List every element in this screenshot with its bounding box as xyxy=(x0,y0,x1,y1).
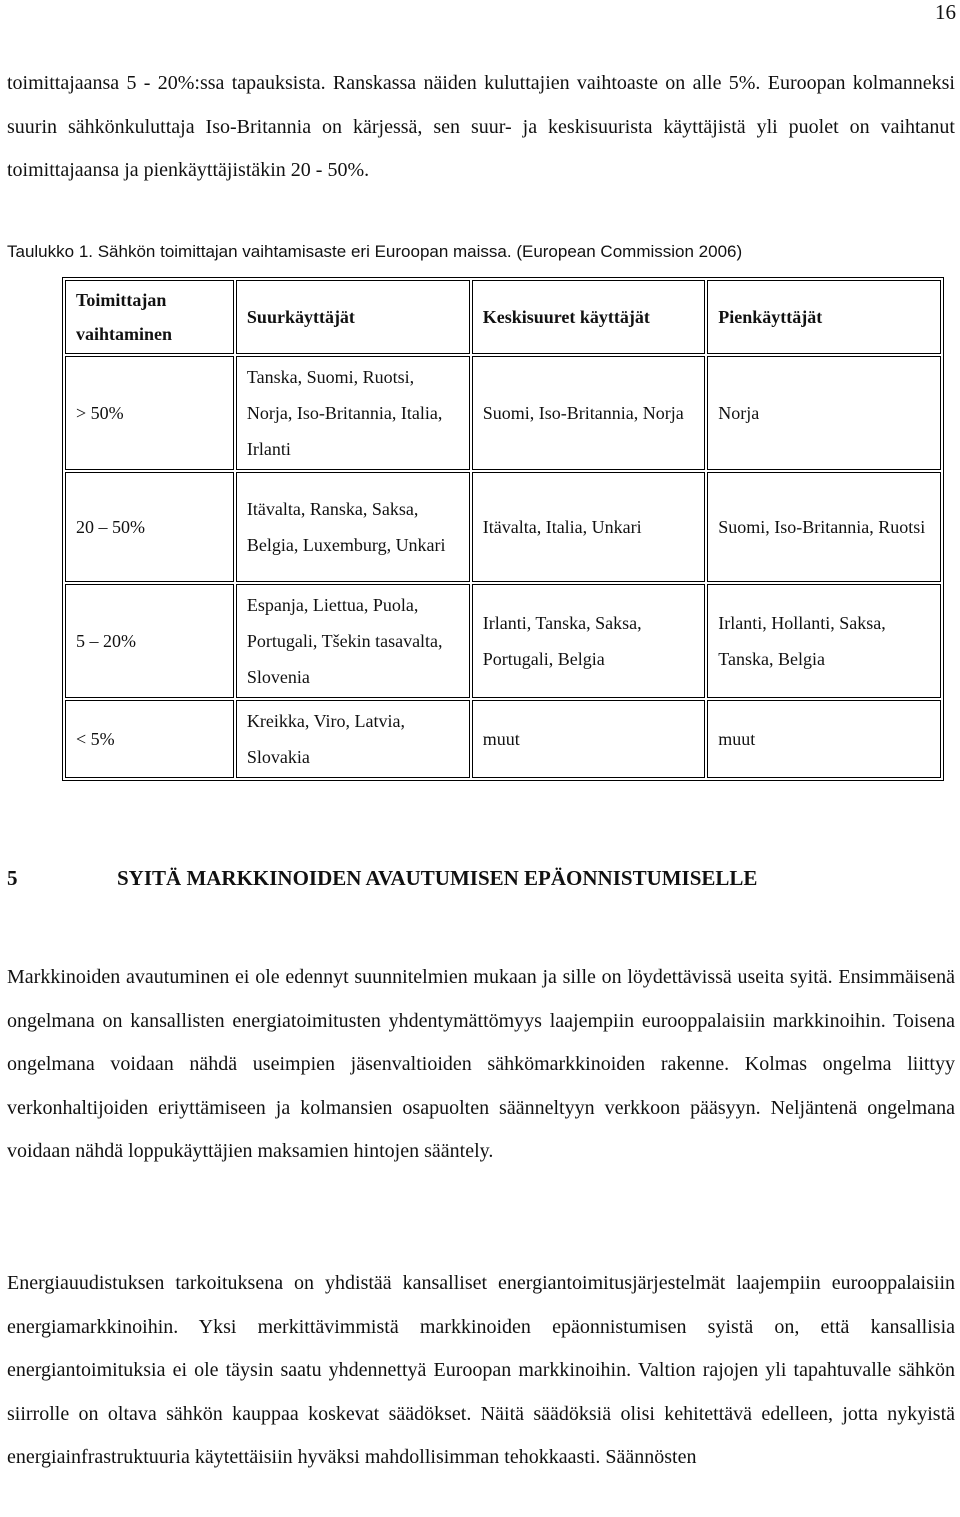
header-medium-users: Keskisuuret käyttäjät xyxy=(472,280,706,354)
table-cell: Suomi, Iso-Britannia, Norja xyxy=(472,356,706,470)
section-number: 5 xyxy=(7,866,18,890)
table-caption: Taulukko 1. Sähkön toimittajan vaihtamisaste eri Euroopan maissa. (European Commission 2006) xyxy=(7,242,743,261)
table-cell: muut xyxy=(472,700,706,778)
row-label: > 50% xyxy=(65,356,234,470)
table-header-row xyxy=(65,280,941,354)
row-label: 5 – 20% xyxy=(65,584,234,698)
header-switching: Toimittajan vaihtaminen xyxy=(65,280,234,354)
body-paragraph: Markkinoiden avautuminen ei ole edennyt suunnitelmien mukaan ja sille on löydettävissä useita syitä. Ensimmäisenä ongelmana on kansallisten energiatoimitusten yhdentymättömyys laajempiin eurooppalaisiin markkinoihin. Toisena ongelmana voidaan nähdä useimpien jäsenvaltioiden sähkömarkkinoiden rakenne. Kolmas ongelma liittyy verkonhaltijoiden eriyttämiseen ja kolmansien osapuolten säänneltyyn verkkoon pääsyyn. Neljäntenä ongelmana voidaan nähdä loppukäyttäjien maksamien hintojen sääntely. xyxy=(7,966,955,1162)
supplier-switching-table xyxy=(62,277,944,781)
table-cell: Kreikka, Viro, Latvia, Slovakia xyxy=(236,700,470,778)
table-cell: Norja xyxy=(707,356,941,470)
body-paragraph: Energiauudistuksen tarkoituksena on yhdistää kansalliset energiantoimitusjärjestelmät laajempiin eurooppalaisiin energiamarkkinoihin. Yksi merkittävimmistä markkinoiden epäonnistumisen syistä on, että kansallisia energiantoimituksia ei ole täysin saatu yhdennettyä Euroopan markkinoihin. Valtion rajojen yli tapahtuvalle sähkön siirrolle on oltava sähkön kauppaa koskevat säädökset. Näitä säädöksiä olisi kehitettävä edelleen, jotta nykyistä energiainfrastruktuuria käytettäisiin hyväksi mahdollisimman tehokkaasti. Säännösten xyxy=(7,1272,955,1468)
table-row xyxy=(65,700,941,778)
intro-paragraph: toimittajaansa 5 - 20%:ssa tapauksista. Ranskassa näiden kuluttajien vaihtoaste on alle 5%. Euroopan kolmanneksi suurin sähkönkuluttaja Iso-Britannia on kärjessä, sen suur- ja keskisuurista käyttäjistä yli puolet on vaihtanut toimittajaansa ja pienkäyttäjistäkin 20 - 50%. xyxy=(7,72,955,181)
table-cell: Itävalta, Ranska, Saksa, Belgia, Luxemburg, Unkari xyxy=(236,472,470,582)
table-row xyxy=(65,356,941,470)
section-heading xyxy=(7,866,757,891)
table-row xyxy=(65,472,941,582)
page-number: 16 xyxy=(935,0,956,24)
table-row xyxy=(65,584,941,698)
header-large-users: Suurkäyttäjät xyxy=(236,280,470,354)
row-label: < 5% xyxy=(65,700,234,778)
table-cell: Itävalta, Italia, Unkari xyxy=(472,472,706,582)
table-cell: Irlanti, Tanska, Saksa, Portugali, Belgia xyxy=(472,584,706,698)
table-cell: muut xyxy=(707,700,941,778)
table-cell: Irlanti, Hollanti, Saksa, Tanska, Belgia xyxy=(707,584,941,698)
table-cell: Suomi, Iso-Britannia, Ruotsi xyxy=(707,472,941,582)
table-cell: Tanska, Suomi, Ruotsi, Norja, Iso-Britannia, Italia, Irlanti xyxy=(236,356,470,470)
header-small-users: Pienkäyttäjät xyxy=(707,280,941,354)
section-title: SYITÄ MARKKINOIDEN AVAUTUMISEN EPÄONNISTUMISELLE xyxy=(117,866,758,890)
table-cell: Espanja, Liettua, Puola, Portugali, Tšekin tasavalta, Slovenia xyxy=(236,584,470,698)
row-label: 20 – 50% xyxy=(65,472,234,582)
